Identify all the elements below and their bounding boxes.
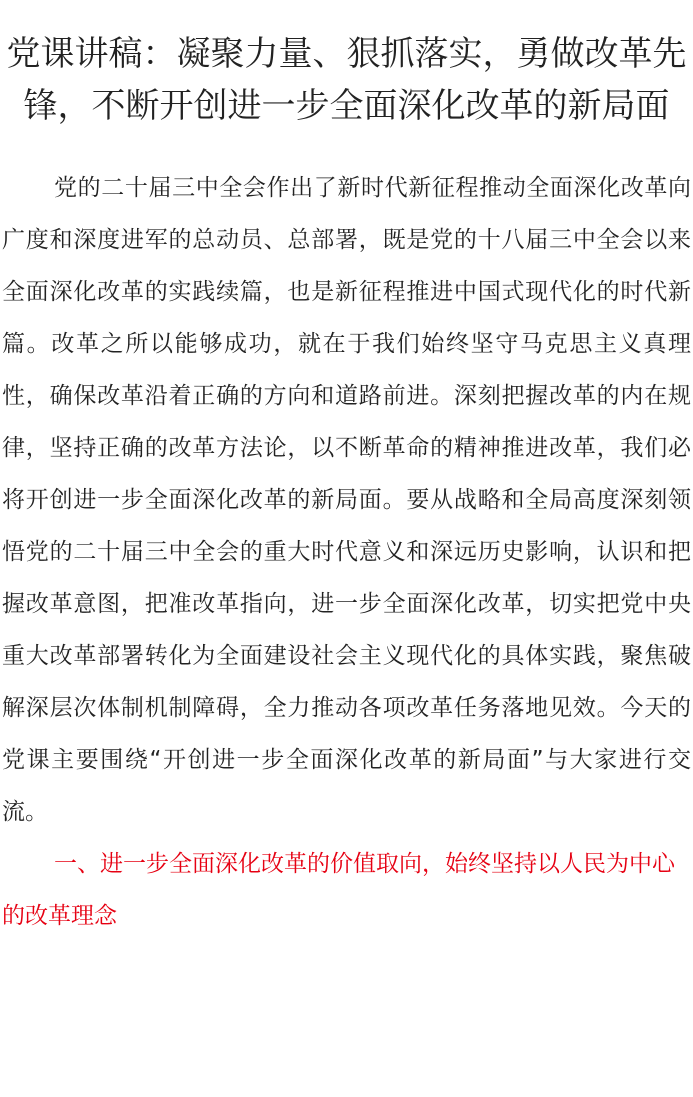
section-heading: 一、进一步全面深化改革的价值取向，始终坚持以人民为中心的改革理念 xyxy=(2,851,675,929)
document-body xyxy=(0,162,693,942)
document-title: 党课讲稿：凝聚力量、狠抓落实，勇做改革先锋，不断开创进一步全面深化改革的新局面 xyxy=(6,34,687,126)
body-paragraph: 党的二十届三中全会作出了新时代新征程推动全面深化改革向广度和深度进军的总动员、总部署，既是党的十八届三中全会以来全面深化改革的实践续篇，也是新征程推进中国式现代化的时代新篇。改革之所以能够成功，就在于我们始终坚守马克思主义真理性，确保改革沿着正确的方向和道路前进。深刻把握改革的内在规律，坚持正确的改革方法论，以不断革命的精神推进改革，我们必将开创进一步全面深化改革的新局面。要从战略和全局高度深刻领悟党的二十届三中全会的重大时代意义和深远历史影响，认识和把握改革意图，把准改革指向，进一步全面深化改革，切实把党中央重大改革部署转化为全面建设社会主义现代化的具体实践，聚焦破解深层次体制机制障碍，全力推动各项改革任务落地见效。今天的党课主要围绕“开创进一步全面深化改革的新局面”与大家进行交流。 xyxy=(2,175,691,825)
